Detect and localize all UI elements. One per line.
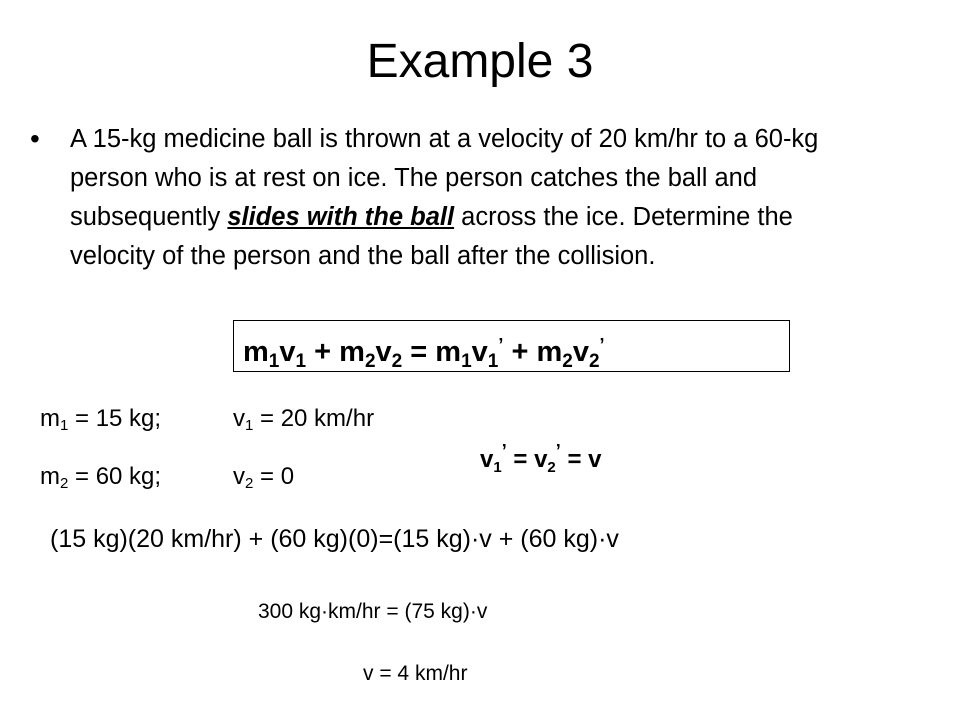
eq-term: = m xyxy=(402,336,462,368)
vrel-term: = v xyxy=(560,446,602,473)
given-v1 xyxy=(233,404,374,441)
vrel-term: = v xyxy=(506,446,548,473)
eq-term: m xyxy=(243,336,269,368)
problem-statement xyxy=(70,120,870,276)
eq-subscript: 2 xyxy=(562,351,573,372)
given-value: = 60 kg; xyxy=(68,463,162,490)
vrel-subscript: 1 xyxy=(493,459,502,476)
eq-prime: ’ xyxy=(498,335,504,355)
given-value: = 15 kg; xyxy=(68,405,162,432)
velocity-relation xyxy=(480,436,601,483)
eq-term: + m xyxy=(503,336,563,368)
eq-term: v xyxy=(375,336,392,368)
vrel-prime: ’ xyxy=(501,441,507,461)
eq-subscript: 1 xyxy=(268,351,280,372)
given-subscript: 1 xyxy=(245,417,254,434)
given-value: = 0 xyxy=(253,463,295,490)
given-symbol: v xyxy=(233,405,245,432)
vrel-prime: ’ xyxy=(555,441,561,461)
given-subscript: 2 xyxy=(60,475,69,492)
given-subscript: 1 xyxy=(60,417,69,434)
eq-subscript: 2 xyxy=(364,351,376,372)
problem-emphasis: slides with the ball xyxy=(227,203,455,231)
given-m2 xyxy=(40,462,161,499)
eq-subscript: 2 xyxy=(588,351,600,372)
problem-text-part1: A 15-kg medicine ball is thrown at a velocity of 20 km/hr to a 60-kg person who is at rest on ice. The person catches the ball and subsequently xyxy=(70,125,819,231)
problem-text-part2: across the ice. Determine the velocity of the person and the ball after the collision. xyxy=(70,203,793,270)
momentum-equation xyxy=(243,327,605,380)
eq-term: v xyxy=(471,336,488,368)
vrel-term: v xyxy=(480,446,494,473)
eq-subscript: 1 xyxy=(461,351,472,372)
eq-subscript: 2 xyxy=(391,351,403,372)
given-v2 xyxy=(233,462,294,499)
eq-term: + m xyxy=(306,336,365,368)
answer: v = 4 km/hr xyxy=(363,662,468,685)
bullet-marker: • xyxy=(30,123,40,154)
eq-prime: ’ xyxy=(599,335,605,355)
substitution-equation: (15 kg)(20 km/hr) + (60 kg)(0)=(15 kg)·v + (60 kg)·v xyxy=(50,525,619,553)
eq-subscript: 1 xyxy=(487,351,499,372)
eq-subscript: 1 xyxy=(295,351,307,372)
given-m1 xyxy=(40,404,161,441)
simplified-equation: 300 kg·km/hr = (75 kg)·v xyxy=(258,600,488,623)
given-value: = 20 km/hr xyxy=(253,405,375,432)
slide-title: Example 3 xyxy=(366,35,594,88)
given-symbol: v xyxy=(233,463,245,490)
vrel-subscript: 2 xyxy=(547,459,556,476)
given-subscript: 2 xyxy=(245,475,254,492)
given-symbol: m xyxy=(40,405,60,432)
eq-term: v xyxy=(572,336,589,368)
eq-term: v xyxy=(279,336,296,368)
given-symbol: m xyxy=(40,463,60,490)
